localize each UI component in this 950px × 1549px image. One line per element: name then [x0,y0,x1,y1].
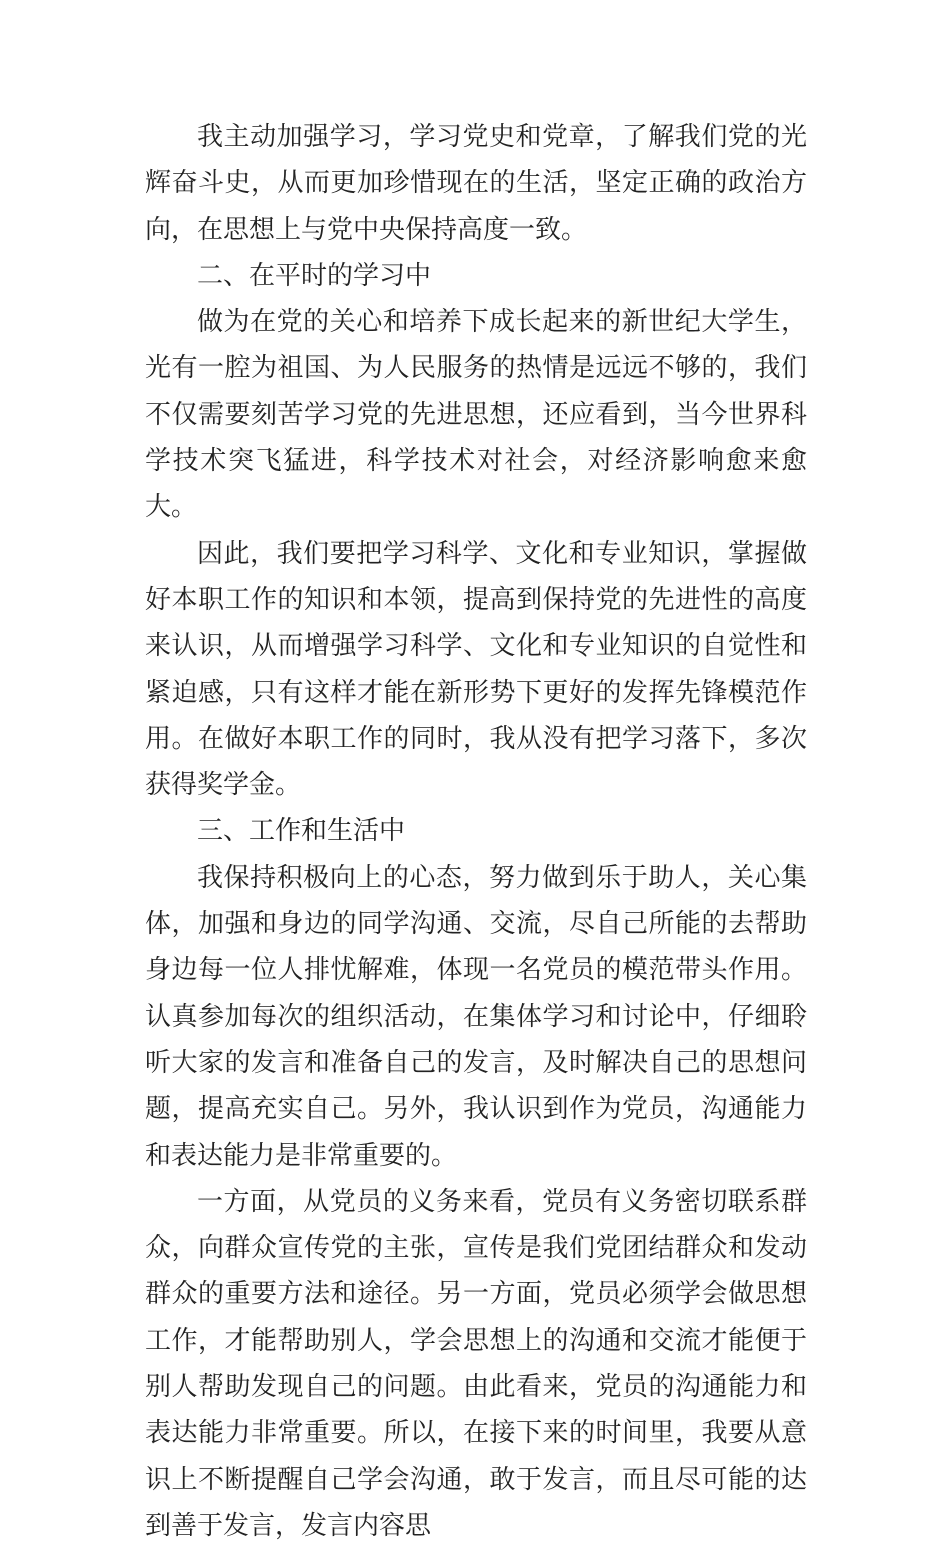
paragraph-new-century-student: 做为在党的关心和培养下成长起来的新世纪大学生，光有一腔为祖国、为人民服务的热情是远远不够的，我们不仅需要刻苦学习党的先进思想，还应看到，当今世界科学技术突飞猛进，科学技术对社会，对经济影响愈来愈大。 [145,307,807,523]
paragraph-communication: 一方面，从党员的义务来看，党员有义务密切联系群众，向群众宣传党的主张，宣传是我们党团结群众和发动群众的重要方法和途径。另一方面，党员必须学会做思想工作，才能帮助别人，学会思想上的沟通和交流才能便于别人帮助发现自己的问题。由此看来，党员的沟通能力和表达能力非常重要。所以，在接下来的时间里，我要从意识上不断提醒自己学会沟通，敢于发言，而且尽可能的达到善于发言，发言内容思 [145,1186,807,1541]
paragraph-positive-attitude: 我保持积极向上的心态，努力做到乐于助人，关心集体，加强和身边的同学沟通、交流，尽自己所能的去帮助身边每一位人排忧解难，体现一名党员的模范带头作用。认真参加每次的组织活动，在集体学习和讨论中，仔细聆听大家的发言和准备自己的发言，及时解决自己的思想问题，提高充实自己。另外，我认识到作为党员，沟通能力和表达能力是非常重要的。 [145,862,807,1171]
document-body [145,114,807,1549]
section-heading-work-life: 三、工作和生活中 [197,816,406,847]
section-heading-study: 二、在平时的学习中 [197,260,432,291]
paragraph-party-study: 我主动加强学习，学习党史和党章，了解我们党的光辉奋斗史，从而更加珍惜现在的生活，坚定正确的政治方向，在思想上与党中央保持高度一致。 [145,122,807,245]
paragraph-professional-knowledge: 因此，我们要把学习科学、文化和专业知识，掌握做好本职工作的知识和本领，提高到保持党的先进性的高度来认识，从而增强学习科学、文化和专业知识的自觉性和紧迫感，只有这样才能在新形势下更好的发挥先锋模范作用。在做好本职工作的同时，我从没有把学习落下，多次获得奖学金。 [145,538,807,801]
